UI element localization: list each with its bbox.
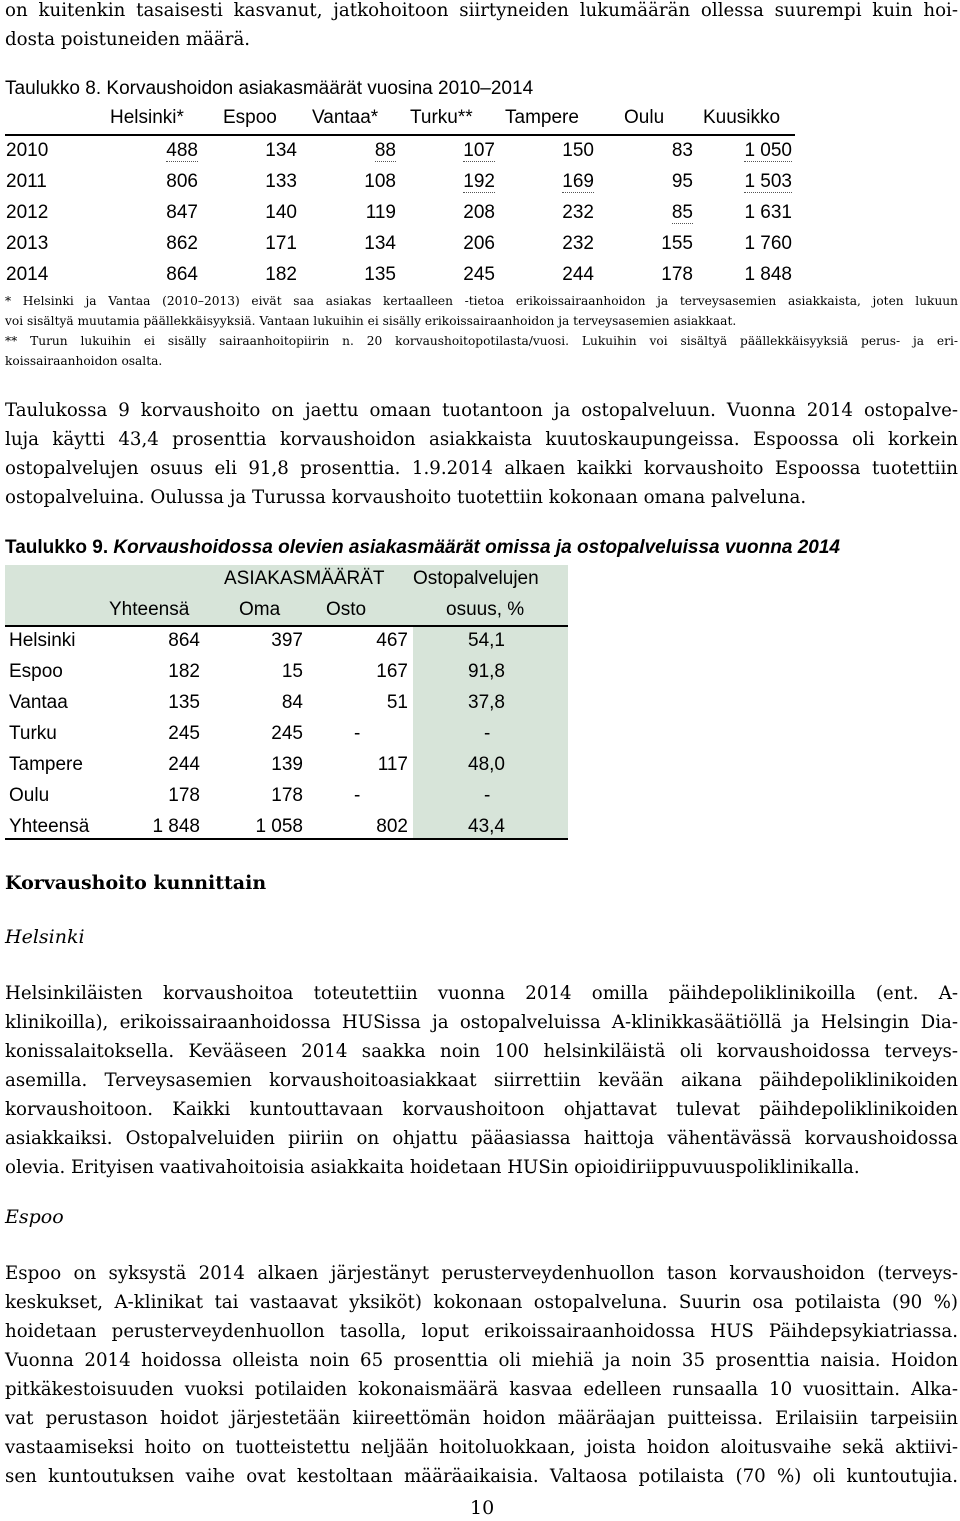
table8-cell: 1 631 (744, 202, 792, 223)
table8-note: ** Turun lukuihin ei sisälly sairaanhoitopiirin n. 20 korvaushoitopotilasta/vuosi. Lukuihin voi sisältyä päällekkäisyyksiä perus- ja eri- (5, 334, 958, 348)
table8-cell: 108 (364, 171, 396, 192)
paragraph-line: Espoo on syksystä 2014 alkaen järjestänyt perusterveydenhuollon tason korvaushoidon (terveys- (5, 1263, 958, 1284)
table9-total: 244 (168, 754, 200, 775)
table8-cell: 88 (374, 140, 396, 161)
table9-caption-title: Korvaushoidossa olevien asiakasmäärät omissa ja ostopalveluissa vuonna 2014 (113, 537, 840, 558)
table8-year: 2013 (6, 233, 49, 254)
paragraph-line: ostopalvelujen osuus eli 91,8 prosenttia. 1.9.2014 alkaen kaikki korvaushoito Espoossa tuotettiin (5, 458, 958, 479)
table8-cell: 85 (671, 202, 693, 223)
table9-share: 43,4 (468, 816, 505, 837)
table8-header-vantaa: Vantaa* (312, 107, 379, 128)
table8-header-rule (5, 134, 795, 136)
table9-own: 1 058 (255, 816, 303, 837)
table8-cell: 107 (463, 140, 495, 161)
table9-total: 1 848 (152, 816, 200, 837)
table8-cell: 140 (265, 202, 297, 223)
paragraph-line: korvaushoitoon. Kaikki kuntouttavaan korvaushoitoon ohjattavat tulevat päihdepoliklinikoiden (5, 1099, 958, 1120)
table9-total: 178 (168, 785, 200, 806)
table8-cell: 1 503 (744, 171, 792, 192)
table8-caption: Taulukko 8. Korvaushoidon asiakasmäärät vuosina 2010–2014 (5, 78, 534, 99)
table9-bought: 802 (376, 816, 408, 837)
table9-header-own: Oma (239, 599, 281, 620)
table9-bought: 167 (376, 661, 408, 682)
intro-line: on kuitenkin tasaisesti kasvanut, jatkohoitoon siirtyneiden lukumäärän ollessa suurempi kuin hoi- (5, 0, 958, 21)
table9-caption (5, 537, 840, 559)
paragraph-line: asiakkaiksi. Ostopalveluiden piiriin on ohjattu pääasiassa haittoja vähentävässä korvaushoidossa (5, 1128, 958, 1149)
table8-cell: 192 (463, 171, 495, 192)
table8-cell: 864 (166, 264, 198, 285)
table9-bought: - (354, 723, 361, 744)
table9-bought: - (354, 785, 361, 806)
espoo-heading: Espoo (5, 1206, 64, 1228)
paragraph-line: hoidetaan perusterveydenhuollon tasolla, loput erikoissairaanhoidossa HUS Päihdepsykiatriassa. (5, 1321, 958, 1342)
table9-bought: 51 (386, 692, 408, 713)
table9-own: 245 (271, 723, 303, 744)
table8-cell: 134 (265, 140, 297, 161)
table8-cell: 1 760 (744, 233, 792, 254)
table8-note: koissairaanhoidon osalta. (5, 354, 163, 368)
table8-header-kuusikko: Kuusikko (703, 107, 781, 128)
paragraph-line: vastaamiseksi hoito on tuotteistettu neljään hoitoluokkaan, joista hoidon aloitusvaihe sekä aktiivi- (5, 1437, 958, 1458)
table8-cell: 178 (661, 264, 693, 285)
helsinki-heading: Helsinki (5, 926, 85, 948)
table8-cell: 119 (365, 202, 396, 223)
table9-own: 178 (271, 785, 303, 806)
table9-city: Turku (9, 723, 57, 744)
table8-cell: 182 (265, 264, 297, 285)
table9-share: 37,8 (468, 692, 505, 713)
table9-city: Vantaa (9, 692, 68, 713)
table8-header-oulu: Oulu (624, 107, 665, 128)
table8-cell: 206 (463, 233, 495, 254)
table8-header-turku: Turku** (410, 107, 473, 128)
paragraph-line: konissalaitoksella. Kevääseen 2014 saakka noin 100 helsinkiläistä oli korvaushoidossa terveys- (5, 1041, 958, 1062)
section-heading: Korvaushoito kunnittain (5, 872, 267, 894)
page-number: 10 (470, 1497, 495, 1519)
table8-cell: 488 (166, 140, 198, 161)
table9-header-rule (5, 625, 568, 627)
table9-header-share-unit: osuus, % (446, 599, 525, 620)
table9-total: 182 (168, 661, 200, 682)
table9-own: 397 (271, 630, 303, 651)
table8-cell: 95 (671, 171, 693, 192)
paragraph-line: klinikoilla), erikoissairaanhoidossa HUSissa ja ostopalveluissa A-klinikkasäätiöllä ja Helsingin Dia- (5, 1012, 958, 1033)
table9-total: 864 (168, 630, 200, 651)
table9-header-bought: Osto (326, 599, 367, 620)
table9-share: - (484, 723, 491, 744)
table8-note: * Helsinki ja Vantaa (2010–2013) eivät saa asiakas kertaalleen -tietoa erikoissairaanhoidon ja terveysasemien asiakkaista, joten lukuun (5, 294, 958, 308)
table9-bought: 467 (376, 630, 408, 651)
table8-header-tampere: Tampere (505, 107, 579, 128)
table8-cell: 155 (661, 233, 693, 254)
table9-share: 48,0 (468, 754, 505, 775)
paragraph-line: olevia. Erityisen vaativahoitoisia asiakkaita hoidetaan HUSin opioidiriippuvuuspoliklinikalla. (5, 1157, 860, 1178)
table8-header-espoo: Espoo (223, 107, 277, 128)
table9-header-group: ASIAKASMÄÄRÄT (224, 568, 385, 589)
table8-cell: 232 (562, 202, 594, 223)
table8-cell: 169 (562, 171, 594, 192)
table9-own: 15 (281, 661, 303, 682)
table9-share-column-background (413, 625, 568, 839)
table9-bought: 117 (377, 754, 408, 775)
table8-cell: 806 (166, 171, 198, 192)
table8-header-helsinki: Helsinki* (110, 107, 184, 128)
table8-cell: 150 (562, 140, 594, 161)
table8-cell: 208 (463, 202, 495, 223)
table9-caption-prefix: Taulukko 9. (5, 537, 109, 558)
table9-city: Helsinki (9, 630, 76, 651)
paragraph-line: Helsinkiläisten korvaushoitoa toteutettiin vuonna 2014 omilla päihdepoliklinikoilla (ent. A- (5, 983, 958, 1004)
table9-city: Yhteensä (9, 816, 90, 837)
table9-share: - (484, 785, 491, 806)
table8-cell: 83 (671, 140, 693, 161)
paragraph-line: Taulukossa 9 korvaushoito on jaettu omaan tuotantoon ja ostopalveluun. Vuonna 2014 ostopalve- (5, 400, 958, 421)
table9-share: 54,1 (468, 630, 505, 651)
table9-total: 245 (168, 723, 200, 744)
table8-cell: 1 050 (744, 140, 792, 161)
table9-header-total: Yhteensä (109, 599, 190, 620)
table9-city: Tampere (9, 754, 83, 775)
table8-cell: 232 (562, 233, 594, 254)
table9-share: 91,8 (468, 661, 505, 682)
paragraph-line: ostopalveluina. Oulussa ja Turussa korvaushoito tuotettiin kokonaan omana palveluna. (5, 487, 807, 508)
paragraph-line: vat perustason hoidot järjestetään kiireettömän hoidon määräajan puitteissa. Erilaisiin tarpeisiin (5, 1408, 958, 1429)
table8-cell: 134 (364, 233, 396, 254)
paragraph-line: Vuonna 2014 hoidossa olleista noin 65 prosenttia oli miehiä ja noin 35 prosenttia naisia. Hoidon (5, 1350, 958, 1371)
table8-cell: 171 (265, 233, 297, 254)
paragraph-line: pitkäkestoisuuden vuoksi potilaiden kokonaismäärä kasvaa edelleen runsaalla 10 vuosittain. Alka- (5, 1379, 958, 1400)
table8-cell: 1 848 (744, 264, 792, 285)
table9-total: 135 (168, 692, 200, 713)
table8-year: 2012 (6, 202, 49, 223)
table9-header-share: Ostopalvelujen (413, 568, 539, 589)
table8-year: 2010 (6, 140, 49, 161)
table9-own: 84 (281, 692, 303, 713)
table8-cell: 135 (364, 264, 396, 285)
table8-year: 2011 (6, 171, 47, 192)
table8-year: 2014 (6, 264, 49, 285)
table8-cell: 862 (166, 233, 198, 254)
paragraph-line: sen kuntoutuksen vaihe ovat kestoltaan määräaikaisia. Valtaosa potilaista (70 %) oli kuntoutujia. (5, 1466, 958, 1487)
table9-bottom-rule (5, 838, 568, 840)
table9-city: Espoo (9, 661, 63, 682)
paragraph-line: luja käytti 43,4 prosenttia korvaushoidon asiakkaista kuutoskaupungeissa. Espoossa oli korkein (5, 429, 958, 450)
table8-cell: 133 (265, 171, 297, 192)
table8-cell: 847 (166, 202, 198, 223)
table9-own: 139 (271, 754, 303, 775)
paragraph-line: keskukset, A-klinikat tai vastaavat yksiköt) kokonaan ostopalveluna. Suurin osa potilaista (90 %) (5, 1292, 958, 1313)
table8-cell: 244 (562, 264, 594, 285)
paragraph-line: asemilla. Terveysasemien korvaushoitoasiakkaat siirrettiin kevään aikana päihdepoliklinikoiden (5, 1070, 958, 1091)
table9-city: Oulu (9, 785, 50, 806)
table8-note: voi sisältyä muutamia päällekkäisyyksiä. Vantaan lukuihin ei sisälly erikoissairaanhoidon ja terveysasemien asiakkaat. (5, 314, 737, 328)
intro-line: dosta poistuneiden määrä. (5, 29, 251, 50)
table8-cell: 245 (463, 264, 495, 285)
